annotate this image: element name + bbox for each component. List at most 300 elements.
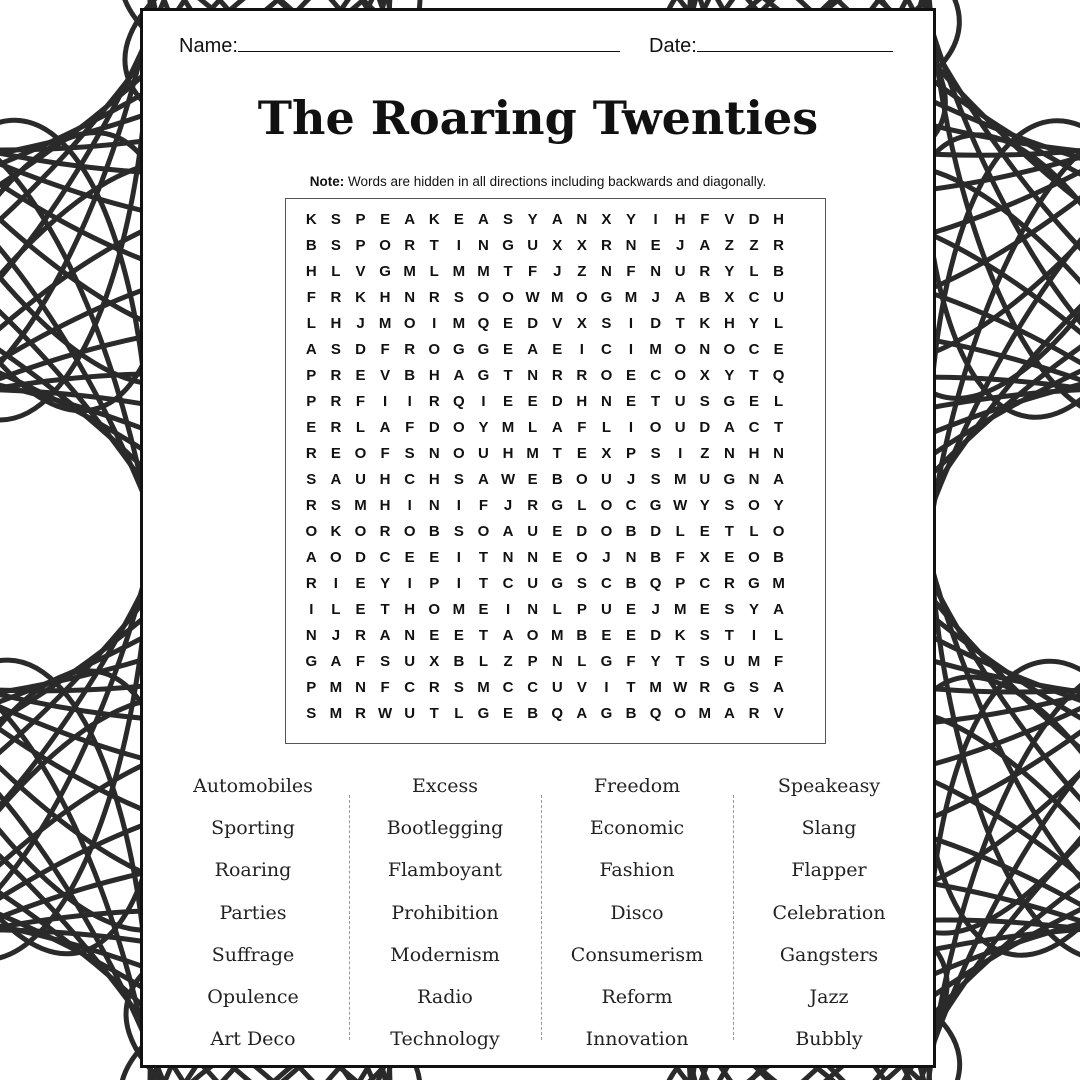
- grid-letter: G: [723, 471, 736, 488]
- grid-letter: Y: [748, 601, 759, 618]
- grid-letter: M: [673, 471, 687, 488]
- grid-letter: R: [404, 237, 416, 254]
- grid-letter: U: [527, 237, 539, 254]
- grid-letter: N: [625, 237, 637, 254]
- grid-row: [299, 337, 791, 363]
- grid-letter: D: [576, 523, 588, 540]
- grid-letter: I: [456, 549, 461, 566]
- grid-letter: H: [428, 367, 440, 384]
- grid-row: [299, 545, 791, 571]
- grid-letter: B: [625, 523, 637, 540]
- grid-letter: R: [527, 497, 539, 514]
- grid-letter: N: [355, 679, 366, 696]
- grid-letter: M: [550, 289, 564, 306]
- grid-letter: R: [699, 263, 711, 280]
- grid-letter: B: [699, 289, 711, 306]
- grid-letter: I: [456, 575, 461, 592]
- grid-letter: Y: [724, 367, 735, 384]
- grid-letter: E: [724, 549, 735, 566]
- grid-letter: N: [527, 549, 539, 566]
- grid-letter: I: [333, 575, 338, 592]
- word-item: Freedom: [593, 775, 681, 797]
- grid-letter: N: [502, 549, 514, 566]
- grid-letter: W: [500, 471, 516, 488]
- grid-letter: A: [723, 705, 735, 722]
- grid-letter: Q: [551, 705, 564, 722]
- grid-letter: S: [453, 471, 464, 488]
- grid-letter: X: [576, 237, 587, 254]
- grid-letter: Q: [649, 705, 662, 722]
- grid-letter: T: [651, 393, 661, 410]
- grid-letter: B: [527, 705, 539, 722]
- grid-letter: S: [699, 653, 710, 670]
- grid-letter: T: [749, 367, 759, 384]
- grid-letter: O: [600, 367, 613, 384]
- grid-letter: O: [575, 549, 588, 566]
- word-item: Radio: [417, 985, 473, 1008]
- grid-row: [299, 519, 791, 545]
- grid-letter: L: [306, 315, 316, 332]
- grid-letter: H: [748, 445, 760, 462]
- grid-letter: S: [306, 705, 317, 722]
- grid-letter: A: [379, 419, 391, 436]
- grid-letter: G: [477, 341, 490, 358]
- grid-letter: J: [651, 601, 660, 618]
- grid-letter: G: [305, 653, 318, 670]
- grid-letter: X: [601, 211, 612, 228]
- grid-letter: I: [456, 237, 461, 254]
- grid-letter: Z: [700, 445, 710, 462]
- grid-letter: B: [404, 367, 416, 384]
- letter-grid: [299, 207, 791, 727]
- grid-letter: M: [501, 419, 515, 436]
- grid-letter: E: [503, 393, 514, 410]
- grid-letter: X: [576, 315, 587, 332]
- grid-letter: Y: [773, 497, 784, 514]
- grid-letter: G: [600, 705, 613, 722]
- grid-letter: O: [330, 549, 342, 566]
- grid-letter: U: [527, 523, 539, 540]
- grid-letter: P: [429, 575, 440, 592]
- grid-letter: G: [379, 263, 391, 280]
- grid-letter: V: [380, 367, 391, 384]
- grid-letter: L: [577, 497, 587, 514]
- grid-letter: M: [329, 705, 343, 722]
- grid-letter: A: [305, 341, 317, 358]
- grid-letter: I: [628, 341, 634, 358]
- grid-letter: L: [552, 601, 562, 618]
- grid-letter: M: [329, 679, 343, 696]
- grid-letter: F: [355, 393, 366, 410]
- grid-letter: N: [699, 341, 711, 358]
- grid-letter: R: [330, 367, 342, 384]
- grid-letter: C: [601, 341, 612, 358]
- grid-letter: C: [625, 497, 637, 514]
- word-item: Reform: [601, 985, 673, 1008]
- grid-letter: O: [428, 341, 441, 358]
- grid-letter: E: [699, 601, 710, 618]
- grid-letter: E: [552, 341, 563, 358]
- grid-letter: T: [503, 263, 513, 280]
- grid-letter: N: [305, 627, 317, 644]
- grid-letter: B: [453, 653, 465, 670]
- grid-letter: I: [432, 315, 437, 332]
- grid-letter: S: [650, 445, 661, 462]
- grid-letter: A: [699, 237, 711, 254]
- grid-letter: R: [355, 705, 366, 722]
- grid-letter: M: [378, 315, 392, 332]
- grid-letter: O: [723, 341, 736, 358]
- grid-letter: R: [428, 393, 440, 410]
- word-item: Consumerism: [570, 943, 704, 966]
- grid-letter: D: [428, 419, 440, 436]
- grid-letter: R: [428, 289, 440, 306]
- grid-letter: E: [503, 705, 514, 722]
- grid-letter: F: [380, 341, 390, 358]
- grid-letter: V: [773, 705, 784, 722]
- word-item: Disco: [610, 901, 664, 924]
- name-field: [179, 33, 620, 58]
- grid-letter: N: [576, 211, 588, 228]
- grid-letter: U: [551, 679, 563, 696]
- grid-letter: F: [355, 653, 366, 670]
- grid-letter: F: [675, 549, 685, 566]
- grid-letter: O: [354, 523, 367, 540]
- grid-letter: M: [747, 653, 761, 670]
- grid-letter: Y: [724, 263, 735, 280]
- grid-letter: G: [551, 497, 564, 514]
- grid-row: [299, 701, 791, 727]
- grid-letter: L: [773, 315, 784, 332]
- word-item: Modernism: [390, 943, 500, 966]
- grid-letter: N: [625, 549, 637, 566]
- grid-letter: M: [698, 705, 712, 722]
- grid-letter: I: [456, 497, 461, 514]
- grid-letter: B: [650, 549, 662, 566]
- page-title: The Roaring Twenties: [257, 91, 819, 145]
- grid-row: [299, 597, 791, 623]
- grid-letter: M: [772, 575, 785, 592]
- grid-letter: S: [699, 393, 710, 410]
- grid-letter: D: [551, 393, 563, 410]
- grid-letter: S: [330, 497, 341, 514]
- grid-letter: C: [379, 549, 391, 566]
- grid-letter: T: [773, 419, 784, 436]
- grid-letter: E: [552, 549, 563, 566]
- grid-letter: F: [626, 263, 636, 280]
- grid-letter: N: [551, 653, 563, 670]
- grid-letter: T: [724, 523, 734, 540]
- grid-letter: T: [478, 627, 489, 644]
- grid-letter: O: [453, 419, 465, 436]
- grid-letter: N: [527, 367, 539, 384]
- grid-letter: O: [575, 289, 588, 306]
- column-divider: [733, 795, 734, 1040]
- grid-letter: X: [699, 549, 710, 566]
- word-column-3: [541, 771, 733, 1066]
- grid-row: [299, 571, 791, 597]
- grid-letter: E: [527, 393, 538, 410]
- grid-letter: L: [528, 419, 538, 436]
- grid-letter: Y: [626, 211, 637, 228]
- grid-letter: Y: [748, 315, 759, 332]
- grid-letter: I: [407, 497, 412, 514]
- grid-letter: H: [576, 393, 588, 410]
- grid-letter: R: [404, 341, 416, 358]
- grid-letter: O: [772, 523, 785, 540]
- grid-letter: A: [502, 627, 514, 644]
- grid-letter: B: [428, 523, 440, 540]
- grid-letter: N: [404, 627, 416, 644]
- grid-letter: M: [649, 679, 662, 696]
- grid-letter: V: [355, 263, 366, 280]
- grid-letter: I: [751, 627, 757, 644]
- grid-letter: L: [577, 653, 587, 670]
- grid-letter: I: [579, 341, 584, 358]
- grid-letter: F: [306, 289, 316, 306]
- grid-letter: O: [526, 627, 539, 644]
- grid-letter: S: [330, 341, 341, 358]
- grid-letter: R: [601, 237, 612, 254]
- grid-letter: E: [650, 237, 661, 254]
- grid-letter: D: [650, 627, 662, 644]
- grid-letter: O: [748, 497, 760, 514]
- grid-letter: U: [355, 471, 366, 488]
- grid-letter: S: [453, 679, 464, 696]
- grid-letter: M: [624, 289, 638, 306]
- grid-letter: F: [380, 445, 390, 462]
- grid-letter: K: [355, 289, 366, 306]
- grid-letter: E: [626, 393, 637, 410]
- grid-letter: V: [576, 679, 587, 696]
- grid-letter: T: [552, 445, 562, 462]
- grid-letter: I: [628, 315, 634, 332]
- grid-letter: S: [330, 237, 341, 254]
- grid-letter: C: [601, 575, 612, 592]
- grid-letter: S: [601, 315, 612, 332]
- grid-letter: Y: [478, 419, 489, 436]
- word-item: Innovation: [585, 1028, 689, 1051]
- grid-letter: N: [478, 237, 489, 254]
- grid-letter: A: [478, 211, 489, 228]
- grid-letter: A: [379, 627, 391, 644]
- grid-letter: T: [478, 549, 489, 566]
- grid-letter: U: [601, 601, 612, 618]
- grid-letter: Z: [503, 653, 513, 670]
- word-item: Art Deco: [210, 1028, 296, 1051]
- grid-letter: R: [305, 575, 317, 592]
- word-item: Roaring: [214, 859, 292, 882]
- grid-letter: U: [478, 445, 489, 462]
- word-column-1: [157, 771, 349, 1066]
- grid-letter: E: [626, 601, 637, 618]
- grid-letter: E: [699, 523, 710, 540]
- grid-letter: U: [404, 705, 416, 722]
- grid-letter: N: [527, 601, 539, 618]
- grid-letter: X: [429, 653, 440, 670]
- grid-letter: O: [403, 523, 416, 540]
- grid-letter: J: [602, 549, 611, 566]
- grid-letter: E: [748, 393, 759, 410]
- grid-letter: Y: [650, 653, 661, 670]
- grid-letter: I: [678, 445, 683, 462]
- grid-letter: G: [477, 367, 490, 384]
- grid-letter: H: [379, 289, 391, 306]
- grid-letter: Z: [749, 237, 759, 254]
- grid-letter: X: [601, 445, 612, 462]
- grid-letter: M: [649, 341, 662, 358]
- grid-letter: U: [601, 471, 612, 488]
- grid-letter: R: [576, 367, 588, 384]
- word-item: Celebration: [772, 901, 886, 924]
- grid-letter: K: [674, 627, 686, 644]
- grid-letter: U: [723, 653, 735, 670]
- grid-letter: O: [428, 601, 441, 618]
- grid-letter: B: [625, 575, 637, 592]
- grid-letter: P: [355, 237, 366, 254]
- grid-letter: F: [577, 419, 587, 436]
- grid-letter: M: [403, 263, 416, 280]
- grid-letter: Q: [649, 575, 662, 592]
- grid-letter: H: [502, 445, 514, 462]
- grid-letter: T: [503, 367, 513, 384]
- grid-letter: O: [453, 445, 465, 462]
- grid-letter: O: [379, 237, 391, 254]
- grid-letter: H: [379, 471, 391, 488]
- grid-letter: M: [452, 315, 466, 332]
- grid-letter: M: [477, 263, 490, 280]
- word-item: Economic: [589, 817, 685, 840]
- grid-letter: P: [527, 653, 538, 670]
- word-item: Sporting: [211, 817, 295, 840]
- word-item: Suffrage: [211, 943, 295, 966]
- grid-letter: S: [748, 679, 759, 696]
- grid-letter: F: [528, 263, 538, 280]
- grid-letter: E: [330, 445, 341, 462]
- grid-letter: F: [405, 419, 415, 436]
- grid-letter: L: [749, 523, 759, 540]
- grid-letter: N: [723, 445, 735, 462]
- grid-letter: R: [355, 627, 366, 644]
- grid-letter: A: [478, 471, 489, 488]
- grid-letter: C: [404, 679, 416, 696]
- grid-letter: G: [551, 575, 564, 592]
- word-item: Gangsters: [779, 943, 879, 966]
- grid-letter: H: [428, 471, 440, 488]
- grid-letter: A: [527, 341, 539, 358]
- grid-letter: B: [576, 627, 588, 644]
- grid-letter: L: [331, 601, 341, 618]
- grid-row: [299, 207, 791, 233]
- grid-letter: K: [699, 315, 711, 332]
- grid-letter: B: [773, 549, 784, 566]
- grid-letter: A: [551, 211, 563, 228]
- grid-letter: E: [552, 523, 563, 540]
- grid-letter: G: [723, 679, 736, 696]
- grid-row: [299, 233, 791, 259]
- grid-letter: L: [749, 263, 759, 280]
- date-field: [649, 33, 893, 58]
- grid-letter: U: [674, 393, 686, 410]
- grid-letter: S: [724, 601, 735, 618]
- grid-letter: D: [527, 315, 539, 332]
- word-item: Bubbly: [795, 1028, 863, 1051]
- grid-letter: M: [354, 497, 367, 514]
- grid-letter: X: [699, 367, 710, 384]
- grid-letter: E: [773, 341, 784, 358]
- column-divider: [349, 795, 350, 1040]
- grid-letter: C: [527, 679, 539, 696]
- grid-letter: W: [673, 679, 688, 696]
- grid-letter: R: [330, 393, 342, 410]
- grid-letter: J: [676, 237, 685, 254]
- grid-letter: K: [330, 523, 342, 540]
- grid-letter: M: [526, 445, 539, 462]
- grid-letter: O: [575, 471, 588, 488]
- grid-letter: I: [604, 679, 609, 696]
- grid-letter: L: [773, 627, 784, 644]
- grid-letter: A: [551, 419, 563, 436]
- grid-letter: S: [453, 289, 464, 306]
- grid-letter: Y: [527, 211, 538, 228]
- grid-letter: E: [429, 549, 440, 566]
- grid-letter: H: [305, 263, 317, 280]
- grid-letter: M: [477, 679, 490, 696]
- grid-letter: E: [453, 211, 464, 228]
- date-line: [697, 33, 893, 52]
- grid-row: [299, 623, 791, 649]
- word-item: Jazz: [809, 985, 849, 1008]
- word-item: Bootlegging: [386, 817, 504, 840]
- grid-letter: E: [527, 471, 538, 488]
- grid-letter: E: [626, 367, 637, 384]
- grid-letter: I: [407, 393, 412, 410]
- grid-letter: L: [331, 263, 341, 280]
- grid-row: [299, 441, 791, 467]
- grid-letter: T: [429, 237, 439, 254]
- word-item: Excess: [412, 775, 478, 797]
- grid-letter: T: [626, 679, 636, 696]
- grid-letter: Q: [453, 393, 465, 410]
- grid-letter: J: [331, 627, 341, 644]
- grid-letter: T: [478, 575, 489, 592]
- word-item: Slang: [801, 817, 857, 840]
- word-list: [157, 771, 925, 1051]
- grid-letter: P: [355, 211, 366, 228]
- grid-letter: O: [477, 523, 490, 540]
- grid-letter: K: [305, 211, 317, 228]
- grid-letter: S: [724, 497, 735, 514]
- grid-letter: Y: [699, 497, 710, 514]
- word-item: Speakeasy: [777, 775, 881, 797]
- grid-letter: U: [674, 419, 686, 436]
- grid-letter: A: [305, 549, 317, 566]
- grid-letter: N: [601, 263, 612, 280]
- grid-letter: E: [355, 367, 366, 384]
- grid-letter: C: [699, 575, 711, 592]
- grid-letter: T: [380, 601, 390, 618]
- grid-letter: R: [379, 523, 391, 540]
- grid-letter: T: [724, 627, 734, 644]
- grid-letter: N: [748, 471, 760, 488]
- grid-letter: E: [355, 601, 366, 618]
- grid-letter: E: [355, 575, 366, 592]
- grid-row: [299, 675, 791, 701]
- grid-letter: L: [773, 393, 784, 410]
- grid-letter: Q: [772, 367, 785, 384]
- grid-row: [299, 415, 791, 441]
- grid-letter: G: [453, 341, 465, 358]
